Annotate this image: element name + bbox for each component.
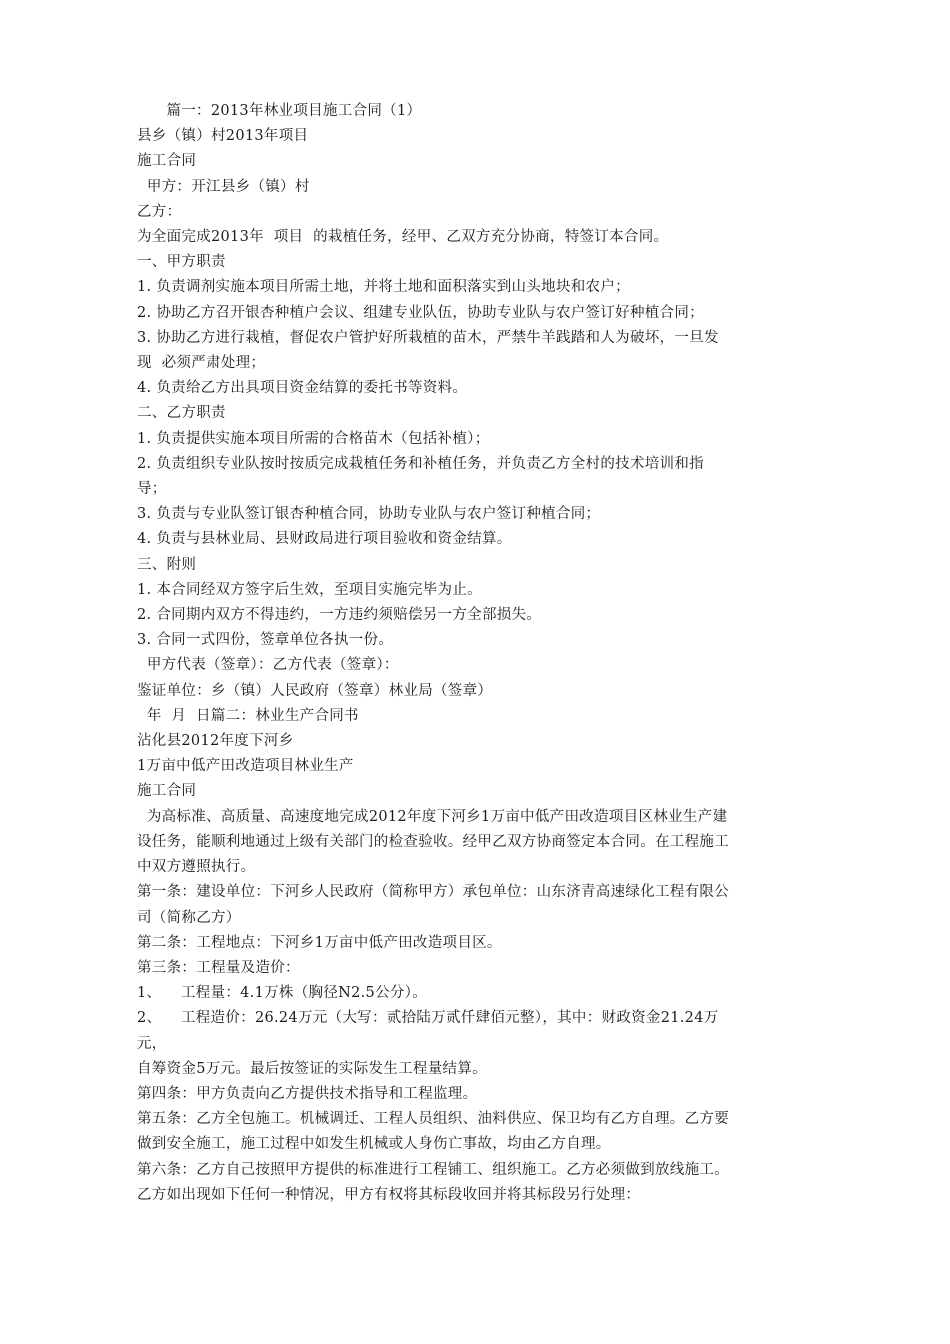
text-line: 1. 本合同经双方签字后生效，至项目实施完毕为止。 bbox=[137, 581, 482, 598]
text-line: 1万亩中低产田改造项目林业生产 bbox=[137, 758, 354, 775]
text-line: 三、附则 bbox=[137, 556, 197, 573]
text-line: 一、甲方职责 bbox=[137, 254, 226, 271]
text-line: 二、乙方职责 bbox=[137, 405, 226, 422]
text-line: 3. 协助乙方进行栽植，督促农户管护好所栽植的苗木，严禁牛羊践踏和人为破坏，一旦发 bbox=[137, 329, 719, 346]
text-line: 1、 工程量：4.1万株（胸径N2.5公分）。 bbox=[137, 985, 428, 1002]
text-line: 做到安全施工，施工过程中如发生机械或人身伤亡事故，均由乙方自理。 bbox=[137, 1136, 611, 1153]
text-line: 年 月 日篇二：林业生产合同书 bbox=[137, 707, 359, 724]
text-line: 现 必须严肃处理； bbox=[137, 355, 266, 372]
document-page bbox=[137, 99, 827, 1208]
text-line: 第一条：建设单位：下河乡人民政府（简称甲方）承包单位：山东济青高速绿化工程有限公 bbox=[137, 884, 729, 901]
text-line: 鉴证单位：乡（镇）人民政府（签章）林业局（签章） bbox=[137, 682, 493, 699]
text-line: 第三条：工程量及造价： bbox=[137, 959, 300, 976]
text-line: 第六条：乙方自己按照甲方提供的标准进行工程铺工、组织施工。乙方必须做到放线施工。 bbox=[137, 1161, 729, 1178]
text-line: 第二条：工程地点：下河乡1万亩中低产田改造项目区。 bbox=[137, 934, 502, 951]
text-line: 导； bbox=[137, 481, 167, 498]
text-line: 县乡（镇）村2013年项目 bbox=[137, 128, 309, 145]
text-line: 施工合同 bbox=[137, 153, 197, 170]
text-line: 1. 负责调剂实施本项目所需土地，并将土地和面积落实到山头地块和农户； bbox=[137, 279, 630, 296]
text-line: 4. 负责给乙方出具项目资金结算的委托书等资料。 bbox=[137, 380, 468, 397]
text-line: 司（简称乙方） bbox=[137, 909, 241, 926]
text-line: 乙方： bbox=[137, 203, 182, 220]
text-line: 乙方如出现如下任何一种情况，甲方有权将其标段收回并将其标段另行处理： bbox=[137, 1186, 641, 1203]
text-line: 第四条：甲方负责向乙方提供技术指导和工程监理。 bbox=[137, 1085, 478, 1102]
text-line: 2、 工程造价：26.24万元（大写：贰拾陆万贰仟肆佰元整），其中：财政资金21.24万 bbox=[137, 1010, 719, 1027]
text-line: 甲方代表（签章）：乙方代表（签章）： bbox=[137, 657, 399, 674]
text-line: 2. 合同期内双方不得违约，一方违约须赔偿另一方全部损失。 bbox=[137, 607, 542, 624]
text-line: 中双方遵照执行。 bbox=[137, 859, 256, 876]
text-line: 设任务，能顺利地通过上级有关部门的检查验收。经甲乙双方协商签定本合同。在工程施工 bbox=[137, 833, 729, 850]
text-line: 3. 负责与专业队签订银杏种植合同，协助专业队与农户签订种植合同； bbox=[137, 506, 601, 523]
text-line: 第五条：乙方全包施工。机械调迁、工程人员组织、油料供应、保卫均有乙方自理。乙方要 bbox=[137, 1111, 729, 1128]
text-line: 2. 负责组织专业队按时按质完成栽植任务和补植任务，并负责乙方全村的技术培训和指 bbox=[137, 455, 704, 472]
text-line: 元， bbox=[137, 1035, 167, 1052]
text-line: 甲方：开江县乡（镇）村 bbox=[137, 178, 310, 195]
text-line: 沾化县2012年度下河乡 bbox=[137, 733, 294, 750]
text-line: 为高标准、高质量、高速度地完成2012年度下河乡1万亩中低产田改造项目区林业生产建 bbox=[137, 808, 728, 825]
text-line: 1. 负责提供实施本项目所需的合格苗木（包括补植）； bbox=[137, 430, 490, 447]
text-line: 自筹资金5万元。最后按签证的实际发生工程量结算。 bbox=[137, 1060, 487, 1077]
text-line: 3. 合同一式四份，签章单位各执一份。 bbox=[137, 632, 394, 649]
text-line: 2. 协助乙方召开银杏种植户会议、组建专业队伍，协助专业队与农户签订好种植合同； bbox=[137, 304, 704, 321]
text-line: 4. 负责与县林业局、县财政局进行项目验收和资金结算。 bbox=[137, 531, 512, 548]
text-line: 施工合同 bbox=[137, 783, 197, 800]
text-line: 为全面完成2013年 项目 的栽植任务，经甲、乙双方充分协商，特签订本合同。 bbox=[137, 229, 669, 246]
text-line: 篇一：2013年林业项目施工合同（1） bbox=[137, 103, 422, 119]
